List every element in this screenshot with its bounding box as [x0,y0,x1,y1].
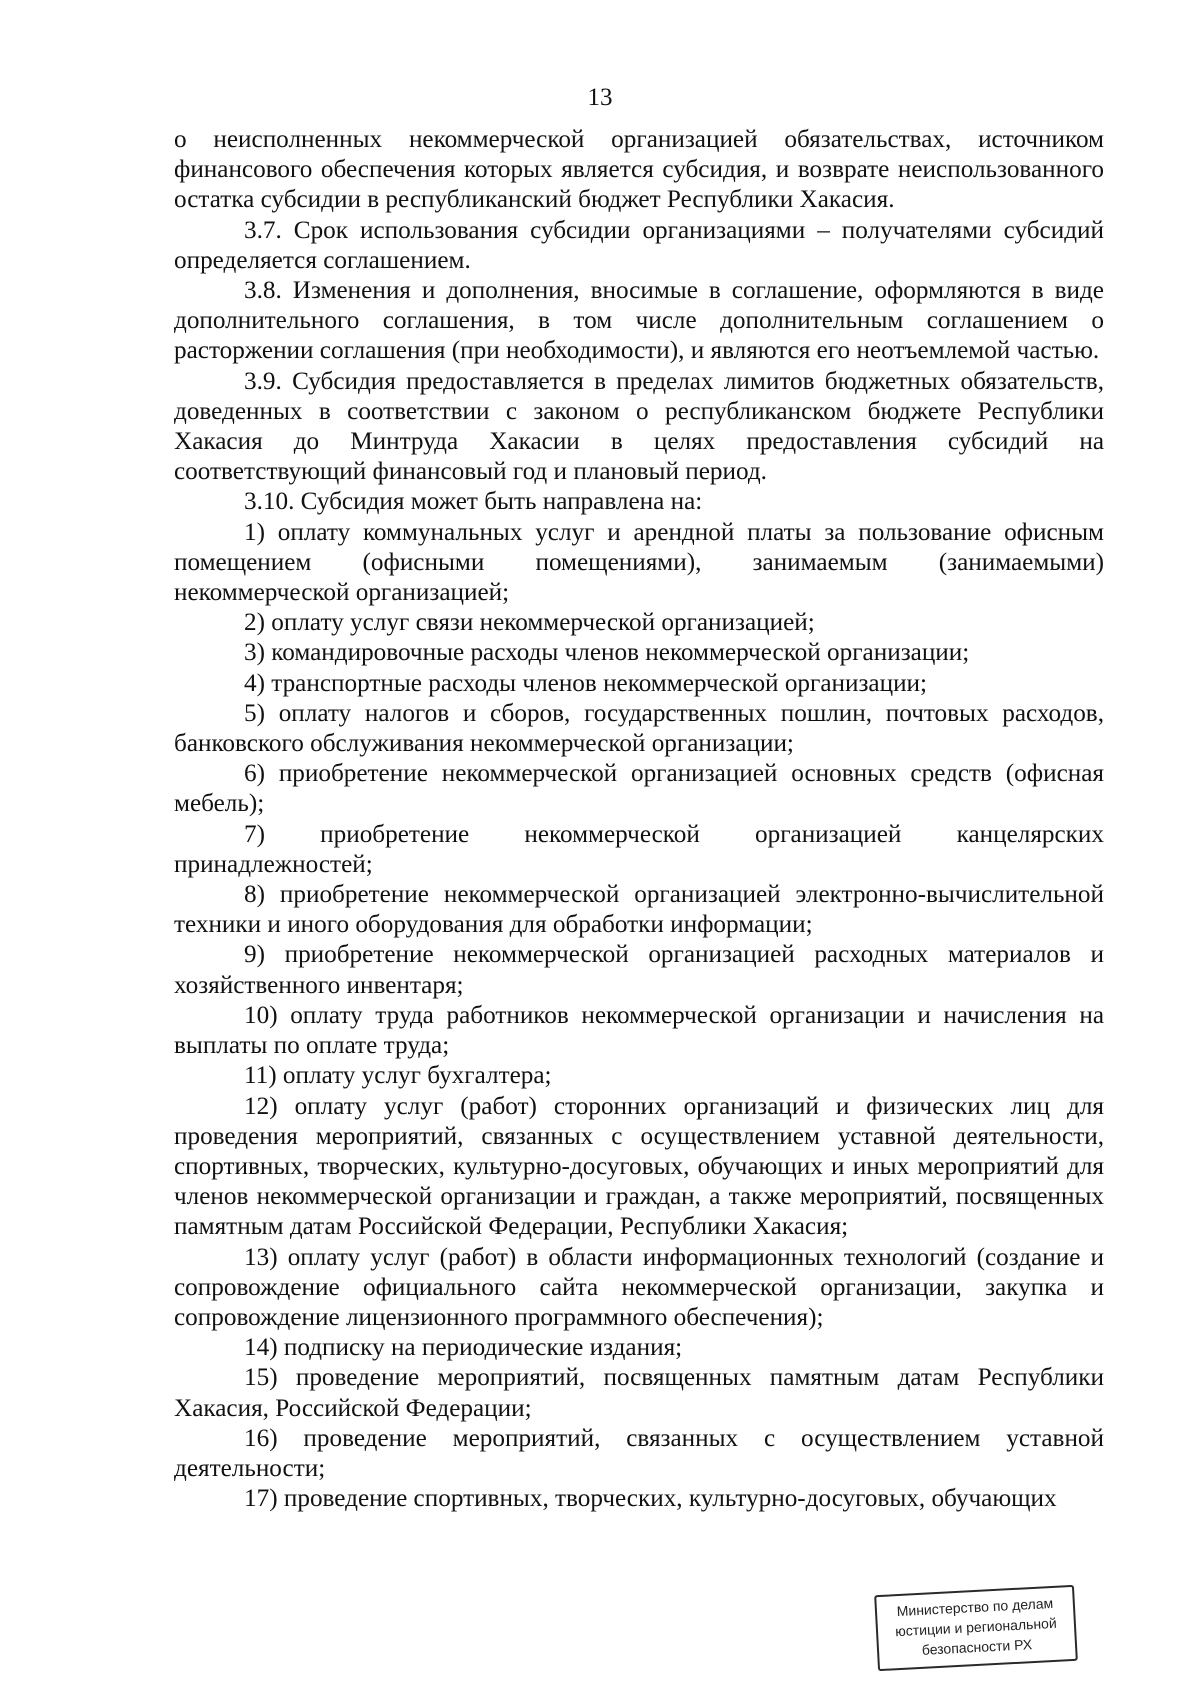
list-item-8: 8) приобретение некоммерческой организацией электронно-вычислительной техники и иного оборудования для обработки информации; [174,881,1104,939]
stamp-line-2: юстиции и региональной [894,1614,1058,1640]
list-item-5: 5) оплату налогов и сборов, государственных пошлин, почтовых расходов, банковского обслуживания некоммерческой организации; [174,699,1104,758]
stamp-line-1: Министерство по делам [896,1594,1054,1620]
list-item-1: 1) оплату коммунальных услуг и арендной платы за пользование офисным помещением (офисными помещениями), занимаемым (занимаемыми) некоммерческой организацией; [174,518,1104,607]
list-item-14: 14) подписку на периодические издания; [244,1334,683,1362]
list-item-15: 15) проведение мероприятий, посвященных памятным датам Республики Хакасия, Российской Федерации; [174,1364,1104,1422]
paragraph-3-8: 3.8. Изменения и дополнения, вносимые в соглашение, оформляются в виде дополнительного соглашения, в том числе дополнительным соглашением о расторжении соглашения (при необходимости), и являются его неотъемлемой частью. [174,277,1104,365]
paragraph-3-9: 3.9. Субсидия предоставляется в пределах лимитов бюджетных обязательств, доведенных в соответствии с законом о республиканском бюджете Республики Хакасия до Минтруда Хакасии в целях предоставления субсидий на соответствующий финансовый год и плановый период. [174,367,1104,486]
list-item-9: 9) приобретение некоммерческой организацией расходных материалов и хозяйственного инвентаря; [174,941,1104,999]
list-item-7: 7) приобретение некоммерческой организацией канцелярских принадлежностей; [174,820,1104,878]
page-number: 13 [587,84,613,111]
document-body [174,125,1104,1514]
list-item-2: 2) оплату услуг связи некоммерческой организацией; [244,609,815,637]
ministry-stamp [874,1585,1078,1671]
paragraph-3-7: 3.7. Срок использования субсидии организациями – получателями субсидий определяется соглашением. [174,216,1104,274]
list-item-12: 12) оплату услуг (работ) сторонних организаций и физических лиц для проведения мероприятий, связанных с осуществлением уставной деятельности, спортивных, творческих, культурно-досуговых, обучающих и иных мероприятий для членов некоммерческой организации и граждан, а также мероприятий, посвященных памятным датам Российской Федерации, Республики Хакасия; [174,1092,1104,1241]
list-item-13: 13) оплату услуг (работ) в области информационных технологий (создание и сопровождение официального сайта некоммерческой организации, закупка и сопровождение лицензионного программного обеспечения); [174,1243,1104,1331]
paragraph-continuation: о неисполненных некоммерческой организацией обязательствах, источником финансового обеспечения которых является субсидия, и возврате неиспользованного остатка субсидии в республиканский бюджет Республики Хакасия. [174,126,1104,214]
paragraph-3-10: 3.10. Субсидия может быть направлена на: [244,488,703,516]
list-item-16: 16) проведение мероприятий, связанных с осуществлением уставной деятельности; [174,1424,1104,1482]
list-item-3: 3) командировочные расходы членов некоммерческой организации; [244,639,970,667]
list-item-11: 11) оплату услуг бухгалтера; [244,1062,552,1090]
stamp-line-3: безопасности РХ [921,1636,1033,1658]
list-item-17: 17) проведение спортивных, творческих, культурно-досуговых, обучающих [244,1485,1057,1513]
list-item-6: 6) приобретение некоммерческой организацией основных средств (офисная мебель); [174,760,1104,818]
list-item-4: 4) транспортные расходы членов некоммерческой организации; [244,669,928,697]
list-item-10: 10) оплату труда работников некоммерческой организации и начисления на выплаты по оплате труда; [174,1001,1104,1060]
